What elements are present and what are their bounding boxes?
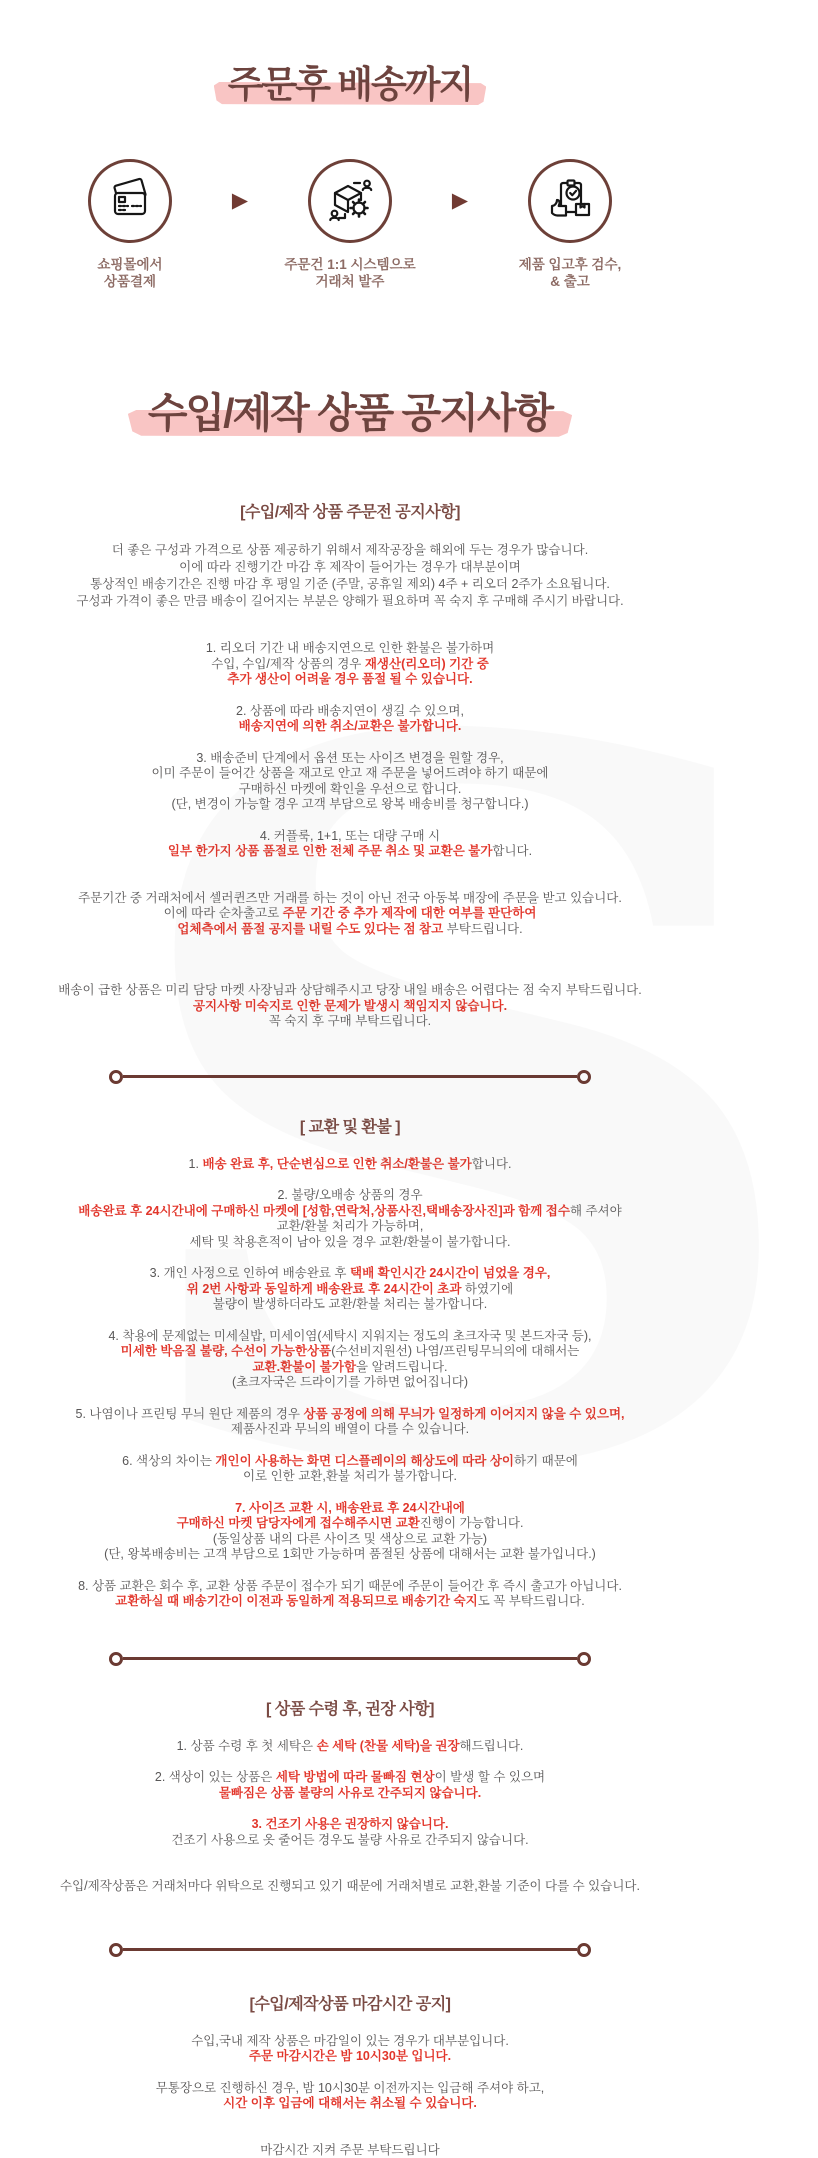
text-line xyxy=(0,1235,700,1251)
body-text: 도 꼭 부탁드립니다. xyxy=(477,1594,585,1609)
body-text: 6. 색상의 차이는 xyxy=(122,1453,216,1468)
text-line xyxy=(0,1594,700,1610)
body-text: (단, 왕복배송비는 고객 부담으로 1회만 가능하며 품절된 상품에 대해서는 교환 불가입니다.) xyxy=(104,1547,596,1562)
emphasis-text: 주문 마감시간은 밤 10시30분 입니다. xyxy=(248,2049,452,2064)
text-line xyxy=(0,1501,700,1517)
text-line xyxy=(0,1469,700,1485)
body-text: 해 주셔야 xyxy=(569,1203,622,1218)
body-text: 3. 배송준비 단계에서 옵션 또는 사이즈 변경을 원할 경우, xyxy=(196,750,504,765)
divider-ring-icon xyxy=(577,1943,591,1957)
body-text: 불량이 발생하더라도 교환/환불 처리는 불가합니다. xyxy=(212,1297,488,1312)
text-line xyxy=(0,1516,700,1532)
body-text: 더 좋은 구성과 가격으로 상품 제공하기 위해서 제작공장을 해외에 두는 경우가 많습니다. xyxy=(111,543,589,558)
text-block xyxy=(0,2034,700,2065)
step-label-line2: 거래처 발주 xyxy=(315,273,385,289)
text-line xyxy=(0,1407,700,1423)
section-divider xyxy=(109,1652,591,1666)
divider-line xyxy=(123,1948,577,1951)
text-line xyxy=(0,1864,700,1879)
text-block xyxy=(0,1329,700,1391)
text-line xyxy=(0,1360,700,1376)
text-block xyxy=(0,542,700,610)
text-line xyxy=(0,1329,700,1345)
text-block xyxy=(0,704,700,735)
body-text: 건조기 사용으로 옷 줄어든 경우도 불량 사유로 간주되지 않습니다. xyxy=(171,1832,529,1847)
divider-line xyxy=(123,1657,577,1660)
emphasis-text: 구매하신 마켓 담당자에게 접수해주시면 교환 xyxy=(176,1516,420,1531)
body-text: 부탁드립니다. xyxy=(446,921,523,936)
body-text: 2. 상품에 따라 배송지연이 생길 수 있으며, xyxy=(236,703,464,718)
section-heading: [수입/제작 상품 주문전 공지사항] xyxy=(240,504,460,522)
body-text: (초크자국은 드라이기를 가하면 없어집니다) xyxy=(231,1375,469,1390)
step-label-line1: 주문건 1:1 시스템으로 xyxy=(284,256,416,272)
body-text: 2. 색상이 있는 상품은 xyxy=(154,1770,276,1785)
text-line xyxy=(0,626,700,641)
body-text: 해드립니다. xyxy=(459,1738,524,1753)
emphasis-text: 물빠짐은 상품 불량의 사유로 간주되지 않습니다. xyxy=(218,1785,482,1800)
text-block xyxy=(0,1266,700,1313)
body-text: 이로 인한 교환,환불 처리가 불가합니다. xyxy=(242,1469,458,1484)
text-line xyxy=(0,2143,700,2158)
emphasis-text: 손 세탁 (찬물 세탁)을 권장 xyxy=(316,1738,460,1753)
step-label xyxy=(97,256,162,290)
body-text: 세탁 및 착용흔적이 남아 있을 경우 교환/환불이 불가합니다. xyxy=(189,1234,511,1249)
body-text: 이에 따라 진행기간 마감 후 제작이 들어가는 경우가 대부분이며 xyxy=(179,560,521,575)
notice-title-text: 수입/제작 상품 공지사항 xyxy=(147,389,553,436)
payment-cards-icon xyxy=(106,177,154,225)
body-text: 합니다. xyxy=(492,844,533,859)
emphasis-text: 교환하실 때 배송기간이 이전과 동일하게 적용되므로 배송기간 숙지 xyxy=(115,1594,478,1609)
step-label xyxy=(519,256,622,290)
section-divider xyxy=(109,1943,591,1957)
divider-ring-icon xyxy=(577,1652,591,1666)
step-payment xyxy=(42,159,218,290)
body-text: 수입, 수입/제작 상품의 경우 xyxy=(211,656,365,671)
body-text: 이미 주문이 들어간 상품을 재고로 안고 재 주문을 넣어드려야 하기 때문에 xyxy=(151,766,549,781)
step-label xyxy=(284,256,415,290)
text-line xyxy=(0,876,700,891)
body-text: 꼭 숙지 후 구매 부탁드립니다. xyxy=(268,1014,432,1029)
text-block xyxy=(0,1817,700,1848)
text-block xyxy=(0,953,700,1030)
body-text: 이 발생 할 수 있으며 xyxy=(434,1770,546,1785)
step-circle xyxy=(528,159,612,243)
text-line xyxy=(0,593,700,610)
section-body xyxy=(0,1739,700,1895)
body-text: 주문기간 중 거래처에서 셀러퀸즈만 거래를 하는 것이 아닌 전국 아동복 매장에 주문을 받고 있습니다. xyxy=(78,890,622,905)
body-text: 1. xyxy=(188,1156,203,1171)
body-text: (단, 변경이 가능할 경우 고객 부담으로 왕복 배송비를 청구합니다.) xyxy=(171,797,529,812)
section-body xyxy=(0,1157,700,1610)
step-label-line2: & 출고 xyxy=(550,273,590,289)
emphasis-text: 배송완료 후 24시간내에 구매하신 마켓에 [성함,연락처,상품사진,택배송장사진]과 함께 접수 xyxy=(78,1203,570,1218)
body-text: 통상적인 배송기간은 진행 마감 후 평일 기준 (주말, 공휴일 제외) 4주 + 리오더 2주가 소요됩니다. xyxy=(90,577,610,592)
body-text: 합니다. xyxy=(471,1156,512,1171)
text-block xyxy=(0,1739,700,1755)
text-line xyxy=(0,1454,700,1470)
emphasis-text: 위 2번 사항과 동일하게 배송완료 후 24시간이 초과 xyxy=(186,1281,465,1296)
body-text: 교환/환불 처리가 가능하며, xyxy=(276,1219,424,1234)
text-line xyxy=(0,1344,700,1360)
text-line xyxy=(0,2096,700,2112)
divider-ring-icon xyxy=(109,1070,123,1084)
text-line xyxy=(0,1579,700,1595)
order-system-icon xyxy=(326,177,374,225)
text-block xyxy=(0,1454,700,1485)
divider-ring-icon xyxy=(109,1943,123,1957)
text-block xyxy=(0,626,700,688)
body-text: 이에 따라 순차출고로 xyxy=(163,906,283,921)
body-text: 진행이 가능합니다. xyxy=(419,1516,524,1531)
step-order-system xyxy=(262,159,438,290)
body-text: 무통장으로 진행하신 경우, 밤 10시30분 이전까지는 입금해 주셔야 하고, xyxy=(155,2080,545,2095)
body-text: (동일상품 내의 다른 사이즈 및 색상으로 교환 가능) xyxy=(212,1531,488,1546)
text-block xyxy=(0,1407,700,1438)
text-line xyxy=(0,704,700,720)
text-block xyxy=(0,751,700,813)
section-after-receipt xyxy=(0,1696,700,1895)
text-line xyxy=(0,1157,700,1173)
text-line xyxy=(0,2128,700,2143)
body-text: 4. 착용에 문제없는 미세실밥, 미세이염(세탁시 지워지는 정도의 초크자국 및 본드자국 등), xyxy=(108,1328,592,1343)
section-exchange-refund xyxy=(0,1114,700,1610)
step-label-line1: 제품 입고후 검수, xyxy=(518,256,622,272)
body-text: 수입,국내 제작 상품은 마감일이 있는 경우가 대부분입니다. xyxy=(191,2033,509,2048)
text-block xyxy=(0,2081,700,2112)
body-text: 배송이 급한 상품은 미리 담당 마켓 사장님과 상담해주시고 당장 내일 배송은 어렵다는 점 숙지 부탁드립니다. xyxy=(58,983,642,998)
text-line xyxy=(0,953,700,968)
step-circle xyxy=(308,159,392,243)
body-text: 3. 개인 사정으로 인하여 배송완료 후 xyxy=(149,1266,350,1281)
text-line xyxy=(0,1547,700,1563)
section-body xyxy=(0,542,700,1030)
body-text: 하였기에 xyxy=(464,1281,514,1296)
page-title-text: 주문후 배송까지 xyxy=(227,64,473,105)
step-circle xyxy=(88,159,172,243)
text-line xyxy=(0,657,700,673)
text-block xyxy=(0,829,700,860)
text-line xyxy=(0,1786,700,1802)
body-text: 5. 나염이나 프린팅 무늬 원단 제품의 경우 xyxy=(75,1406,304,1421)
text-line xyxy=(0,1833,700,1849)
text-line xyxy=(0,1422,700,1438)
emphasis-text: 배송지연에 의한 취소/교환은 불가합니다. xyxy=(238,719,462,734)
section-heading: [수입/제작상품 마감시간 공지] xyxy=(249,1995,451,2013)
body-text: 하기 때문에 xyxy=(514,1453,578,1468)
divider-line xyxy=(123,1075,577,1078)
text-block xyxy=(0,1770,700,1801)
text-block xyxy=(0,876,700,938)
text-line xyxy=(0,766,700,782)
section-divider xyxy=(109,1070,591,1084)
emphasis-text: 재생산(리오더) 기간 중 xyxy=(364,656,489,671)
text-line xyxy=(0,641,700,657)
order-process-steps xyxy=(0,159,700,290)
text-line xyxy=(0,1188,700,1204)
emphasis-text: 3. 건조기 사용은 권장하지 않습니다. xyxy=(251,1817,449,1832)
body-text: 4. 커플룩, 1+1, 또는 대량 구매 시 xyxy=(259,828,441,843)
text-line xyxy=(0,999,700,1015)
body-text: 구매하신 마켓에 확인을 우선으로 합니다. xyxy=(238,781,462,796)
text-line xyxy=(0,1282,700,1298)
body-text: 1. 상품 수령 후 첫 세탁은 xyxy=(176,1738,317,1753)
text-block xyxy=(0,1501,700,1563)
emphasis-text: 시간 이후 입금에 대해서는 취소될 수 있습니다. xyxy=(223,2096,477,2111)
inspection-shipping-icon xyxy=(546,177,594,225)
text-line xyxy=(0,1879,700,1895)
section-pre-order-notice xyxy=(0,499,700,1030)
text-line xyxy=(0,1219,700,1235)
text-line xyxy=(0,1770,700,1786)
text-block xyxy=(0,1188,700,1250)
text-line xyxy=(0,2049,700,2065)
notice-title xyxy=(148,388,552,438)
emphasis-text: 일부 한가지 상품 품절로 인한 전체 주문 취소 및 교환은 불가 xyxy=(167,844,493,859)
emphasis-text: 택배 확인시간 24시간이 넘었을 경우, xyxy=(350,1266,551,1281)
text-line xyxy=(0,1532,700,1548)
emphasis-text: 세탁 방법에 따라 물빠짐 현상 xyxy=(275,1770,435,1785)
text-line xyxy=(0,672,700,688)
body-text: 수입/제작상품은 거래처마다 위탁으로 진행되고 있기 때문에 거래처별로 교환,환불 기준이 다를 수 있습니다. xyxy=(60,1879,640,1894)
arrow-right-icon: ▶ xyxy=(451,188,469,212)
text-line xyxy=(0,922,700,938)
section-heading: [ 상품 수령 후, 권장 사항] xyxy=(266,1700,434,1718)
text-block xyxy=(0,1157,700,1173)
step-inspection xyxy=(482,159,658,290)
text-line xyxy=(0,797,700,813)
text-line xyxy=(0,576,700,593)
emphasis-text: 추가 생산이 어려울 경우 품절 될 수 있습니다. xyxy=(227,672,473,687)
text-block xyxy=(0,1864,700,1895)
divider-ring-icon xyxy=(109,1652,123,1666)
section-deadline-notice xyxy=(0,1991,700,2158)
arrow-right-icon: ▶ xyxy=(231,188,249,212)
body-text: 1. 리오더 기간 내 배송지연으로 인한 환불은 불가하며 xyxy=(205,641,495,656)
text-line xyxy=(0,1297,700,1313)
text-line xyxy=(0,1014,700,1030)
text-line xyxy=(0,983,700,999)
text-line xyxy=(0,751,700,767)
text-line xyxy=(0,719,700,735)
body-text: 마감시간 지켜 주문 부탁드립니다 xyxy=(260,2142,440,2157)
text-line xyxy=(0,559,700,576)
body-text: 구성과 가격이 좋은 만큼 배송이 길어지는 부분은 양해가 필요하며 꼭 숙지 후 구매해 주시기 바랍니다. xyxy=(76,594,624,609)
text-line xyxy=(0,968,700,983)
text-block xyxy=(0,2128,700,2158)
emphasis-text: 상품 공정에 의해 무늬가 일정하게 이어지지 않을 수 있으며, xyxy=(303,1406,625,1421)
text-line xyxy=(0,1204,700,1220)
body-text: 제품사진과 무늬의 배열이 다를 수 있습니다. xyxy=(230,1422,470,1437)
text-line xyxy=(0,844,700,860)
emphasis-text: 업체측에서 품절 공지를 내릴 수도 있다는 점 참고 xyxy=(177,921,447,936)
text-line xyxy=(0,1375,700,1391)
body-text: 을 알려드립니다. xyxy=(356,1359,448,1374)
emphasis-text: 공지사항 미숙지로 인한 문제가 발생시 책임지지 않습니다. xyxy=(192,998,508,1013)
text-line xyxy=(0,2081,700,2097)
body-text: (수선비지원선) 나염/프린팅무늬의에 대해서는 xyxy=(331,1344,580,1359)
emphasis-text: 배송 완료 후, 단순변심으로 인한 취소/환불은 불가 xyxy=(202,1156,472,1171)
emphasis-text: 미세한 박음질 불량, 수선이 가능한상품 xyxy=(120,1344,332,1359)
text-line xyxy=(0,829,700,845)
emphasis-text: 개인이 사용하는 화면 디스플레이의 해상도에 따라 상이 xyxy=(215,1453,514,1468)
body-text: 8. 상품 교환은 회수 후, 교환 상품 주문이 접수가 되기 때문에 주문이 들어간 후 즉시 출고가 아닙니다. xyxy=(78,1578,622,1593)
page-title xyxy=(228,62,472,108)
text-line xyxy=(0,542,700,559)
text-line xyxy=(0,1266,700,1282)
text-line xyxy=(0,906,700,922)
text-line xyxy=(0,891,700,907)
emphasis-text: 교환.환불이 불가함 xyxy=(252,1359,357,1374)
section-body xyxy=(0,2034,700,2158)
step-label-line1: 쇼핑몰에서 xyxy=(97,256,163,272)
emphasis-text: 주문 기간 중 추가 제작에 대한 여부를 판단하여 xyxy=(282,906,537,921)
text-line xyxy=(0,1817,700,1833)
text-block xyxy=(0,1579,700,1610)
text-line xyxy=(0,1739,700,1755)
text-line xyxy=(0,2034,700,2050)
step-label-line2: 상품결제 xyxy=(103,273,157,289)
body-text: 2. 불량/오배송 상품의 경우 xyxy=(277,1188,423,1203)
text-line xyxy=(0,782,700,798)
divider-ring-icon xyxy=(577,1070,591,1084)
emphasis-text: 7. 사이즈 교환 시, 배송완료 후 24시간내에 xyxy=(235,1500,465,1515)
section-heading: [ 교환 및 환불 ] xyxy=(299,1118,401,1136)
